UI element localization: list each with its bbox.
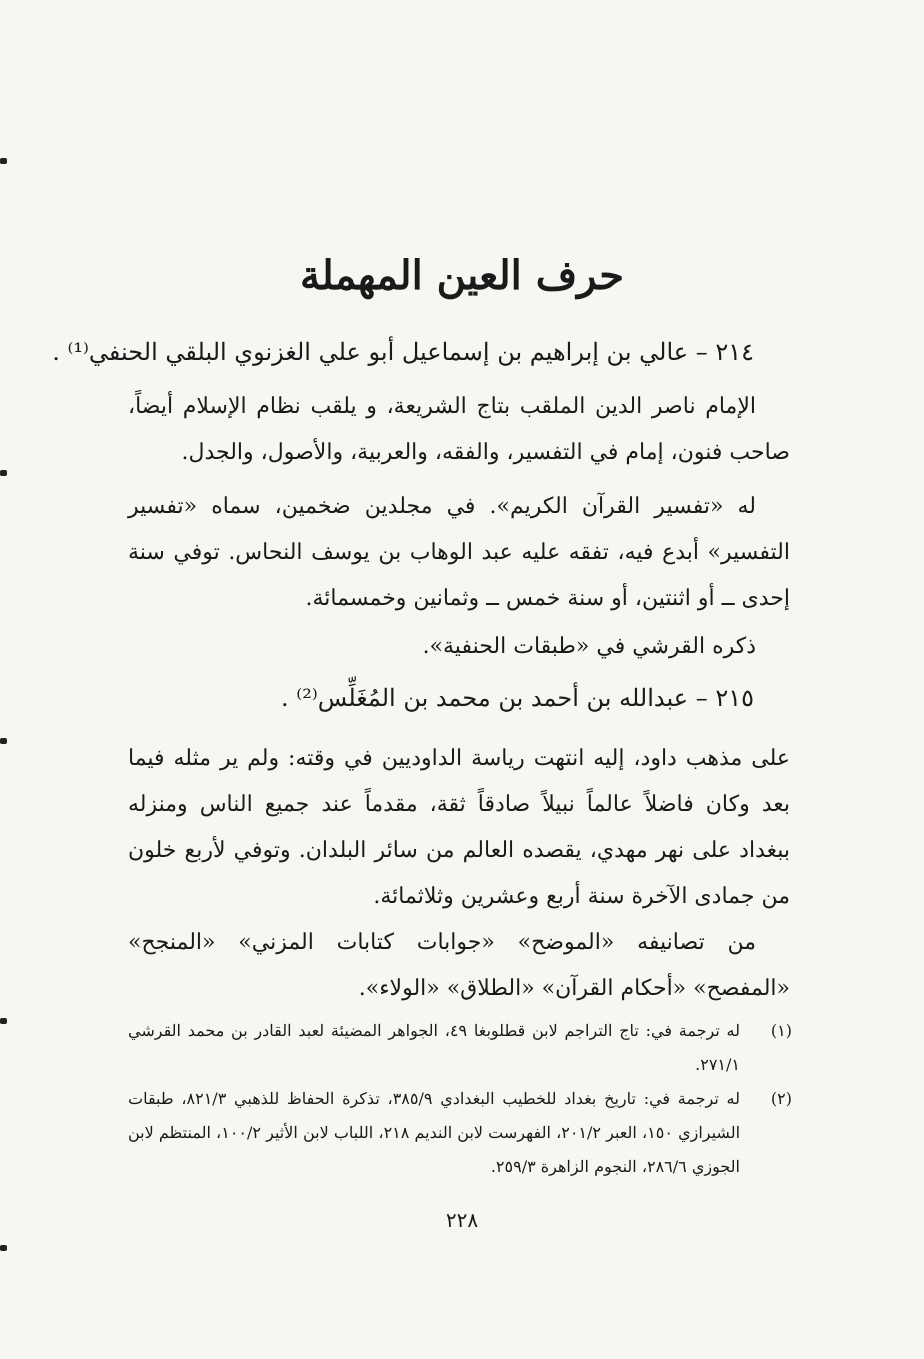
- footnote: [128, 1082, 792, 1184]
- paragraph: على مذهب داود، إليه انتهت رياسة الداوديين في وقته: ولم ير مثله فيما بعد وكان فاضلاً عالماً نبيلاً صادقاً ثقة، مقدماً عند جميع الناس ومنزله ببغداد على نهر مهدي، يقصده العالم من سائر البلدان. وتوفي لأربع خلون من جمادى الآخرة سنة أربع وعشرين وثلاثمائة.: [128, 746, 790, 909]
- page-number: ٢٢٨: [445, 1208, 479, 1232]
- paragraph: ذكره القرشي في «طبقات الحنفية».: [422, 634, 756, 659]
- entry-title: ٢١٤ – عالي بن إبراهيم بن إسماعيل أبو علي الغزنوي البلقي الحنفي⁽¹⁾ .: [52, 338, 754, 366]
- edge-mark: [0, 738, 7, 744]
- footnote-text: له ترجمة في: تاج التراجم لابن قطلوبغا ٤٩، الجواهر المضيئة لعبد القادر بن محمد القرشي ٢٧١/١.: [128, 1021, 740, 1074]
- edge-mark: [0, 470, 7, 476]
- entry-title: ٢١٥ – عبدالله بن أحمد بن محمد بن المُغَلِّس⁽²⁾ .: [281, 684, 754, 712]
- edge-mark: [0, 1245, 7, 1251]
- section-heading: حرف العين المهملة: [300, 252, 624, 299]
- edge-mark: [0, 1018, 7, 1024]
- footnote-text: له ترجمة في: تاريخ بغداد للخطيب البغدادي ٣٨٥/٩، تذكرة الحفاظ للذهبي ٨٢١/٣، طبقات الشيرازي ١٥٠، العبر ٢٠١/٢، الفهرست لابن النديم ٢١٨، اللباب لابن الأثير ١٠٠/٢، المنتظم لابن الجوزي ٢٨٦/٦، النجوم الزاهرة ٢٥٩/٣.: [128, 1089, 741, 1176]
- paragraph: له «تفسير القرآن الكريم». في مجلدين ضخمين، سماه «تفسير التفسير» أبدع فيه، تفقه عليه عبد الوهاب بن يوسف النحاس. توفي سنة إحدى ــ أو اثنتين، أو سنة خمس ــ وثمانين وخمسمائة.: [128, 494, 790, 611]
- edge-mark: [0, 158, 7, 164]
- footnote-number: (١): [770, 1021, 792, 1040]
- footnote-number: (٢): [770, 1089, 792, 1108]
- paragraph: الإمام ناصر الدين الملقب بتاج الشريعة، و يلقب نظام الإسلام أيضاً، صاحب فنون، إمام في التفسير، والفقه، والعربية، والأصول، والجدل.: [128, 394, 790, 465]
- paragraph: من تصانيفه «الموضح» «جوابات كتابات المزني» «المنجح» «المفصح» «أحكام القرآن» «الطلاق» «الولاء».: [128, 930, 790, 1001]
- footnote: [128, 1014, 792, 1082]
